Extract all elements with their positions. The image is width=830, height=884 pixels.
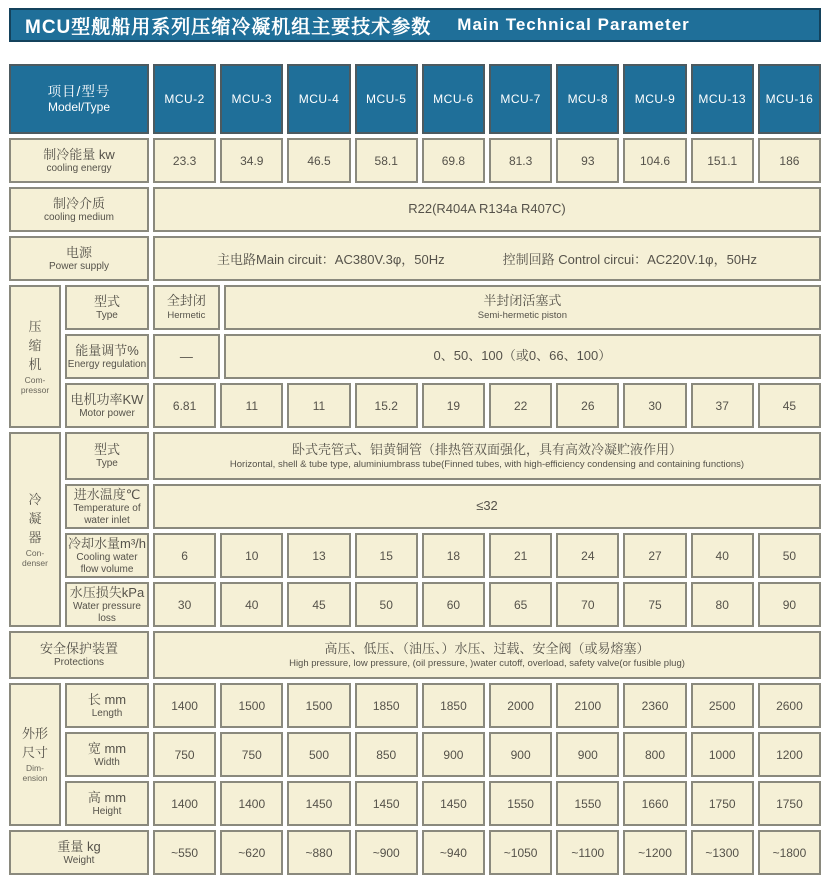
header-model-mcu-16: MCU-16 (758, 64, 821, 134)
cell-cooling-water-flow-mcu-4: 13 (287, 533, 350, 578)
cell-cooling-water-flow-mcu-6: 18 (422, 533, 485, 578)
header-model-type-cell-line: 项目/型号 (47, 83, 111, 99)
group-label-compressor-en: Com- (24, 374, 46, 385)
row-label-width (65, 732, 149, 777)
row-protections (9, 631, 821, 679)
cell-cooling-energy-mcu-13: 151.1 (691, 138, 754, 183)
row-label-water-inlet-temperature (65, 484, 149, 529)
table-header-row (9, 64, 821, 134)
row-label-compressor-type (65, 285, 149, 330)
cell-cooling-water-flow-mcu-16: 50 (758, 533, 821, 578)
row-label-cooling-water-flow (65, 533, 149, 578)
page-title-cn: MCU型舰船用系列压缩冷凝机组主要技术参数 (25, 16, 432, 38)
group-rows-condenser (65, 432, 821, 627)
cell-height-mcu-2: 1400 (153, 781, 216, 826)
cell-condenser-type-span-line: Horizontal, shell & tube type, aluminiumbrass tube(Finned tubes, with high-efficiency condensing and containing functions) (229, 458, 745, 470)
cell-compressor-type-first-line: 全封闭 (166, 293, 206, 309)
row-label-compressor-type-line: 型式 (93, 293, 120, 309)
header-model-mcu-13: MCU-13 (691, 64, 754, 134)
cell-length-mcu-16: 2600 (758, 683, 821, 728)
cell-cooling-water-flow-mcu-8: 24 (556, 533, 619, 578)
cell-weight-mcu-9: ~1200 (623, 830, 686, 875)
row-label-height-line: 高 mm (87, 789, 127, 805)
spec-table (9, 64, 821, 875)
cell-height-mcu-4: 1450 (287, 781, 350, 826)
group-label-condenser-cn: 器 (28, 529, 42, 545)
row-label-cooling-energy-line: 制冷能量 kw (43, 146, 115, 162)
cell-weight-mcu-5: ~900 (355, 830, 418, 875)
cell-water-pressure-loss-mcu-9: 75 (623, 582, 686, 627)
row-label-cooling-medium (9, 187, 149, 232)
header-model-type-cell-line: Model/Type (47, 99, 111, 114)
row-cooling-energy (9, 138, 821, 183)
row-label-weight (9, 830, 149, 875)
cell-weight-mcu-4: ~880 (287, 830, 350, 875)
row-energy-regulation (65, 334, 821, 379)
cell-cooling-medium-span-line: R22(R404A R134a R407C) (408, 201, 566, 217)
cell-length-mcu-8: 2100 (556, 683, 619, 728)
cell-width-mcu-3: 750 (220, 732, 283, 777)
cell-motor-power-mcu-4: 11 (287, 383, 350, 428)
cell-water-pressure-loss-mcu-13: 80 (691, 582, 754, 627)
cell-water-inlet-temperature-span (153, 484, 821, 529)
cell-water-pressure-loss-mcu-6: 60 (422, 582, 485, 627)
cell-length-mcu-6: 1850 (422, 683, 485, 728)
cell-water-pressure-loss-mcu-8: 70 (556, 582, 619, 627)
group-label-compressor-cn: 压 (28, 319, 42, 335)
cell-weight-mcu-8: ~1100 (556, 830, 619, 875)
row-label-energy-regulation (65, 334, 149, 379)
cell-width-mcu-7: 900 (489, 732, 552, 777)
cell-compressor-type-first-line: Hermetic (167, 310, 206, 322)
row-width (65, 732, 821, 777)
group-label-compressor-cn: 机 (28, 356, 42, 372)
cell-condenser-type-span-line: 卧式壳管式、铝黄铜管（排热管双面强化，具有高效冷凝贮液作用） (291, 441, 682, 457)
row-label-compressor-type-line: Type (96, 309, 118, 321)
cell-width-mcu-2: 750 (153, 732, 216, 777)
cell-power-supply-control-circuit: 控制回路 Control circui：AC220V.1φ，50Hz (502, 252, 757, 267)
cell-height-mcu-9: 1660 (623, 781, 686, 826)
group-label-dimension (9, 683, 61, 826)
row-label-weight-line: 重量 kg (57, 838, 101, 854)
cell-motor-power-mcu-13: 37 (691, 383, 754, 428)
cell-width-mcu-4: 500 (287, 732, 350, 777)
cell-width-mcu-6: 900 (422, 732, 485, 777)
cell-power-supply-main-circuit: 主电路Main circuit：AC380V.3φ，50Hz (217, 252, 445, 267)
cell-motor-power-mcu-8: 26 (556, 383, 619, 428)
cell-height-mcu-7: 1550 (489, 781, 552, 826)
row-power-supply (9, 236, 821, 281)
cell-width-mcu-16: 1200 (758, 732, 821, 777)
row-label-condenser-type (65, 432, 149, 480)
group-label-dimension-en: ension (22, 773, 48, 784)
group-rows-dimension (65, 683, 821, 826)
cell-compressor-type-span-line: 半封闭活塞式 (483, 293, 562, 309)
cell-cooling-energy-mcu-4: 46.5 (287, 138, 350, 183)
spec-sheet-page (9, 0, 821, 875)
cell-cooling-water-flow-mcu-3: 10 (220, 533, 283, 578)
cell-energy-regulation-first-line: — (179, 349, 193, 364)
header-model-mcu-9: MCU-9 (623, 64, 686, 134)
cell-height-mcu-5: 1450 (355, 781, 418, 826)
group-label-compressor (9, 285, 61, 428)
cell-cooling-water-flow-mcu-5: 15 (355, 533, 418, 578)
cell-weight-mcu-16: ~1800 (758, 830, 821, 875)
group-label-dimension-cn: 外形 (21, 726, 48, 742)
cell-motor-power-mcu-5: 15.2 (355, 383, 418, 428)
cell-cooling-energy-mcu-7: 81.3 (489, 138, 552, 183)
cell-water-pressure-loss-mcu-5: 50 (355, 582, 418, 627)
cell-weight-mcu-13: ~1300 (691, 830, 754, 875)
row-label-motor-power (65, 383, 149, 428)
header-model-mcu-4: MCU-4 (287, 64, 350, 134)
group-label-condenser-en: Con- (25, 547, 45, 558)
cell-width-mcu-8: 900 (556, 732, 619, 777)
cell-cooling-energy-mcu-6: 69.8 (422, 138, 485, 183)
row-label-width-line: Width (94, 756, 120, 768)
cell-length-mcu-4: 1500 (287, 683, 350, 728)
cell-length-mcu-9: 2360 (623, 683, 686, 728)
cell-height-mcu-6: 1450 (422, 781, 485, 826)
group-label-dimension-cn: 尺寸 (21, 745, 48, 761)
cell-cooling-water-flow-mcu-13: 40 (691, 533, 754, 578)
cell-weight-mcu-3: ~620 (220, 830, 283, 875)
row-label-energy-regulation-line: 能量调节% (75, 342, 139, 358)
row-label-cooling-water-flow-line: Cooling water flow volume (76, 552, 138, 575)
group-label-condenser-en: denser (22, 557, 48, 568)
cell-energy-regulation-first (153, 334, 220, 379)
cell-weight-mcu-6: ~940 (422, 830, 485, 875)
group-label-condenser (9, 432, 61, 627)
row-label-motor-power-line: 电机功率KW (70, 391, 144, 407)
cell-cooling-water-flow-mcu-2: 6 (153, 533, 216, 578)
row-label-water-inlet-temperature-line: Temperature of water inlet (73, 503, 141, 526)
group-label-compressor-en: pressor (20, 384, 50, 395)
group-rows-compressor (65, 285, 821, 428)
row-label-water-pressure-loss-line: Water pressure loss (73, 601, 141, 624)
row-label-cooling-medium-line: cooling medium (43, 211, 115, 223)
cell-length-mcu-3: 1500 (220, 683, 283, 728)
row-compressor-type (65, 285, 821, 330)
row-length (65, 683, 821, 728)
cell-cooling-energy-mcu-9: 104.6 (623, 138, 686, 183)
cell-cooling-energy-mcu-16: 186 (758, 138, 821, 183)
cell-cooling-water-flow-mcu-7: 21 (489, 533, 552, 578)
row-label-energy-regulation-line: Energy regulation (67, 358, 147, 370)
cell-cooling-medium-span (153, 187, 821, 232)
cell-energy-regulation-span-line: 0、50、100（或0、66、100） (433, 348, 612, 364)
cell-weight-mcu-7: ~1050 (489, 830, 552, 875)
row-label-water-pressure-loss-line: 水压损失kPa (69, 584, 145, 600)
cell-height-mcu-13: 1750 (691, 781, 754, 826)
cell-length-mcu-13: 2500 (691, 683, 754, 728)
row-water-pressure-loss (65, 582, 821, 627)
header-model-mcu-2: MCU-2 (153, 64, 216, 134)
row-label-cooling-medium-line: 制冷介质 (52, 195, 105, 211)
cell-compressor-type-span-line: Semi-hermetic piston (477, 310, 567, 322)
cell-height-mcu-16: 1750 (758, 781, 821, 826)
cell-protections-span-line: High pressure, low pressure, (oil pressure, )water cutoff, overload, safety valve(or fusible plug) (289, 657, 685, 669)
row-water-inlet-temperature (65, 484, 821, 529)
row-label-length (65, 683, 149, 728)
cell-motor-power-mcu-2: 6.81 (153, 383, 216, 428)
cell-water-pressure-loss-mcu-3: 40 (220, 582, 283, 627)
row-label-height (65, 781, 149, 826)
cell-protections-span (153, 631, 821, 679)
row-label-length-line: 长 mm (87, 691, 127, 707)
cell-cooling-energy-mcu-8: 93 (556, 138, 619, 183)
header-model-mcu-3: MCU-3 (220, 64, 283, 134)
row-cooling-water-flow (65, 533, 821, 578)
row-height (65, 781, 821, 826)
row-label-cooling-water-flow-line: 冷却水量m³/h (67, 535, 146, 551)
header-model-type-cell (9, 64, 149, 134)
cell-width-mcu-9: 800 (623, 732, 686, 777)
cell-width-mcu-13: 1000 (691, 732, 754, 777)
cell-weight-mcu-2: ~550 (153, 830, 216, 875)
cell-cooling-energy-mcu-5: 58.1 (355, 138, 418, 183)
cell-compressor-type-first (153, 285, 220, 330)
row-cooling-medium (9, 187, 821, 232)
row-label-protections-line: Protections (53, 657, 105, 669)
cell-length-mcu-7: 2000 (489, 683, 552, 728)
cell-motor-power-mcu-9: 30 (623, 383, 686, 428)
row-condenser-type (65, 432, 821, 480)
row-label-cooling-energy (9, 138, 149, 183)
cell-energy-regulation-span (224, 334, 821, 379)
cell-length-mcu-2: 1400 (153, 683, 216, 728)
cell-power-supply-span (153, 236, 821, 281)
cell-motor-power-mcu-6: 19 (422, 383, 485, 428)
row-label-water-inlet-temperature-line: 进水温度℃ (73, 486, 141, 502)
row-label-power-supply-line: Power supply (48, 260, 110, 272)
group-label-condenser-cn: 冷 (28, 492, 42, 508)
row-label-length-line: Length (91, 707, 123, 719)
cell-motor-power-mcu-7: 22 (489, 383, 552, 428)
group-label-condenser-cn: 凝 (28, 510, 42, 526)
page-title-en: Main Technical Parameter (457, 15, 690, 34)
row-label-protections-line: 安全保护装置 (39, 641, 118, 657)
row-motor-power (65, 383, 821, 428)
group-block-dimension (9, 683, 821, 826)
cell-water-pressure-loss-mcu-4: 45 (287, 582, 350, 627)
row-weight (9, 830, 821, 875)
cell-width-mcu-5: 850 (355, 732, 418, 777)
cell-height-mcu-8: 1550 (556, 781, 619, 826)
header-model-mcu-8: MCU-8 (556, 64, 619, 134)
header-model-mcu-6: MCU-6 (422, 64, 485, 134)
cell-length-mcu-5: 1850 (355, 683, 418, 728)
header-model-mcu-7: MCU-7 (489, 64, 552, 134)
row-label-condenser-type-line: 型式 (93, 442, 120, 458)
row-label-cooling-energy-line: cooling energy (46, 162, 112, 174)
cell-height-mcu-3: 1400 (220, 781, 283, 826)
cell-compressor-type-span (224, 285, 821, 330)
cell-motor-power-mcu-16: 45 (758, 383, 821, 428)
row-label-motor-power-line: Motor power (79, 407, 135, 419)
row-label-condenser-type-line: Type (96, 458, 118, 470)
header-model-mcu-5: MCU-5 (355, 64, 418, 134)
cell-motor-power-mcu-3: 11 (220, 383, 283, 428)
row-label-protections (9, 631, 149, 679)
cell-protections-span-line: 高压、低压、（油压、）水压、过载、安全阀（或易熔塞） (324, 640, 650, 656)
row-label-power-supply-line: 电源 (65, 244, 92, 260)
page-title (9, 8, 821, 42)
group-label-dimension-en: Dim- (26, 763, 44, 774)
row-label-width-line: 宽 mm (87, 740, 127, 756)
cell-cooling-water-flow-mcu-9: 27 (623, 533, 686, 578)
cell-cooling-energy-mcu-3: 34.9 (220, 138, 283, 183)
row-label-power-supply (9, 236, 149, 281)
cell-water-pressure-loss-mcu-16: 90 (758, 582, 821, 627)
group-block-condenser (9, 432, 821, 627)
cell-water-pressure-loss-mcu-2: 30 (153, 582, 216, 627)
row-label-water-pressure-loss (65, 582, 149, 627)
row-label-weight-line: Weight (63, 854, 95, 866)
cell-cooling-energy-mcu-2: 23.3 (153, 138, 216, 183)
group-block-compressor (9, 285, 821, 428)
row-label-height-line: Height (92, 805, 122, 817)
cell-water-pressure-loss-mcu-7: 65 (489, 582, 552, 627)
cell-water-inlet-temperature-span-line: ≤32 (476, 498, 498, 514)
group-label-compressor-cn: 缩 (28, 337, 42, 353)
cell-condenser-type-span (153, 432, 821, 480)
